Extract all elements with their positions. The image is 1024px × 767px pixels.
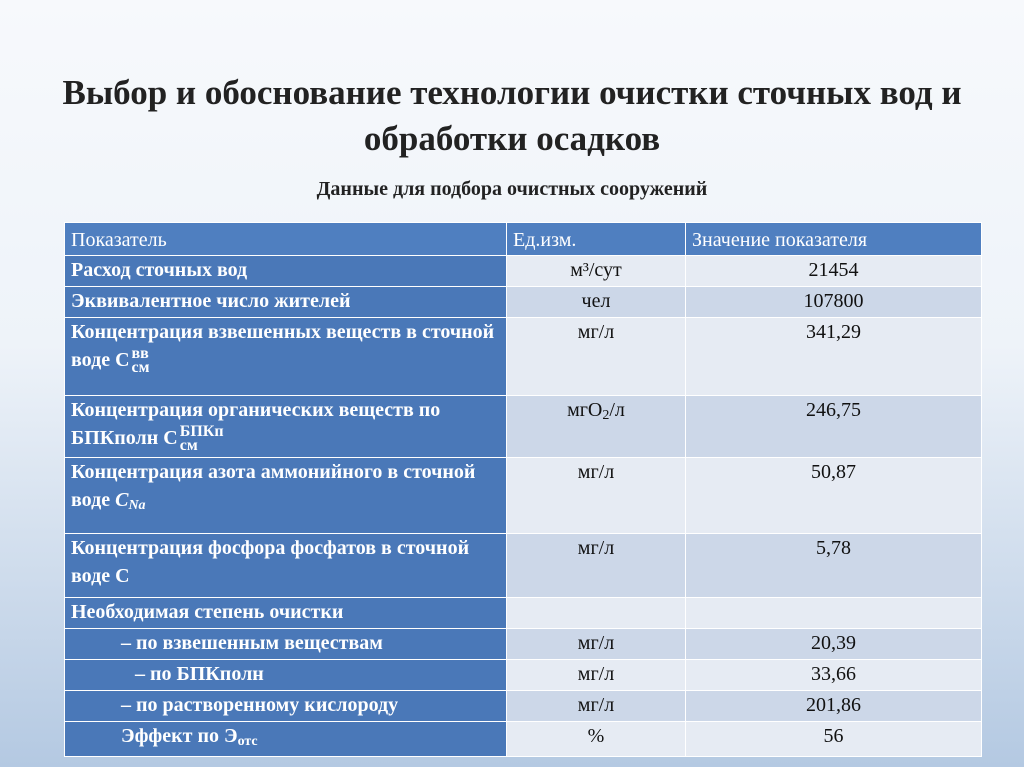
header-unit: Ед.изм. bbox=[507, 223, 686, 256]
row-label: Необходимая степень очистки bbox=[65, 598, 507, 629]
row-unit: мг/л bbox=[507, 318, 686, 396]
table-row bbox=[65, 691, 982, 722]
row-value: 56 bbox=[686, 722, 982, 757]
slide-title: Выбор и обоснование технологии очистки сточных вод и обработки осадков bbox=[62, 73, 962, 158]
table-row bbox=[65, 534, 982, 598]
row-unit: мг/л bbox=[507, 629, 686, 660]
row-value bbox=[686, 598, 982, 629]
row-value: 201,86 bbox=[686, 691, 982, 722]
row-label: Концентрация взвешенных веществ в сточной воде C вв см bbox=[65, 318, 507, 396]
row-label: Концентрация фосфора фосфатов в сточной воде C bbox=[65, 534, 507, 598]
row-value: 246,75 bbox=[686, 396, 982, 458]
table-row bbox=[65, 458, 982, 534]
table-row bbox=[65, 629, 982, 660]
table-row bbox=[65, 287, 982, 318]
row-unit: м³/сут bbox=[507, 256, 686, 287]
data-table bbox=[64, 222, 982, 757]
table-header-row bbox=[65, 223, 982, 256]
row-label: Расход сточных вод bbox=[65, 256, 507, 287]
row-unit: мг/л bbox=[507, 534, 686, 598]
row-unit: мг/л bbox=[507, 458, 686, 534]
row-value: 21454 bbox=[686, 256, 982, 287]
row-label: – по растворенному кислороду bbox=[65, 691, 507, 722]
row-unit: мг/л bbox=[507, 660, 686, 691]
row-label: Эквивалентное число жителей bbox=[65, 287, 507, 318]
row-value: 50,87 bbox=[686, 458, 982, 534]
row-unit: чел bbox=[507, 287, 686, 318]
row-unit bbox=[507, 598, 686, 629]
header-indicator: Показатель bbox=[65, 223, 507, 256]
row-label: – по взвешенным веществам bbox=[65, 629, 507, 660]
table-row bbox=[65, 256, 982, 287]
header-value: Значение показателя bbox=[686, 223, 982, 256]
row-unit: % bbox=[507, 722, 686, 757]
table-row bbox=[65, 318, 982, 396]
row-value: 20,39 bbox=[686, 629, 982, 660]
row-label: – по БПКполн bbox=[65, 660, 507, 691]
table-row bbox=[65, 598, 982, 629]
row-label: Эффект по $Э_{отс}$ bbox=[65, 722, 507, 757]
row-value: 5,78 bbox=[686, 534, 982, 598]
row-label: Концентрация органических веществ по БПКполн C БПКп см bbox=[65, 396, 507, 458]
table-row bbox=[65, 722, 982, 757]
row-unit: мг/л bbox=[507, 691, 686, 722]
table-row bbox=[65, 660, 982, 691]
formula-subscript: вв см bbox=[131, 345, 150, 377]
row-label: Концентрация азота аммонийного в сточной воде $C_{Na}$ bbox=[65, 458, 507, 534]
row-unit: мгО$_2$/л bbox=[507, 396, 686, 458]
formula-subscript: БПКп см bbox=[179, 423, 224, 455]
row-value: 33,66 bbox=[686, 660, 982, 691]
table-row bbox=[65, 396, 982, 458]
table-caption: Данные для подбора очистных сооружений bbox=[316, 178, 708, 200]
row-value: 107800 bbox=[686, 287, 982, 318]
row-value: 341,29 bbox=[686, 318, 982, 396]
